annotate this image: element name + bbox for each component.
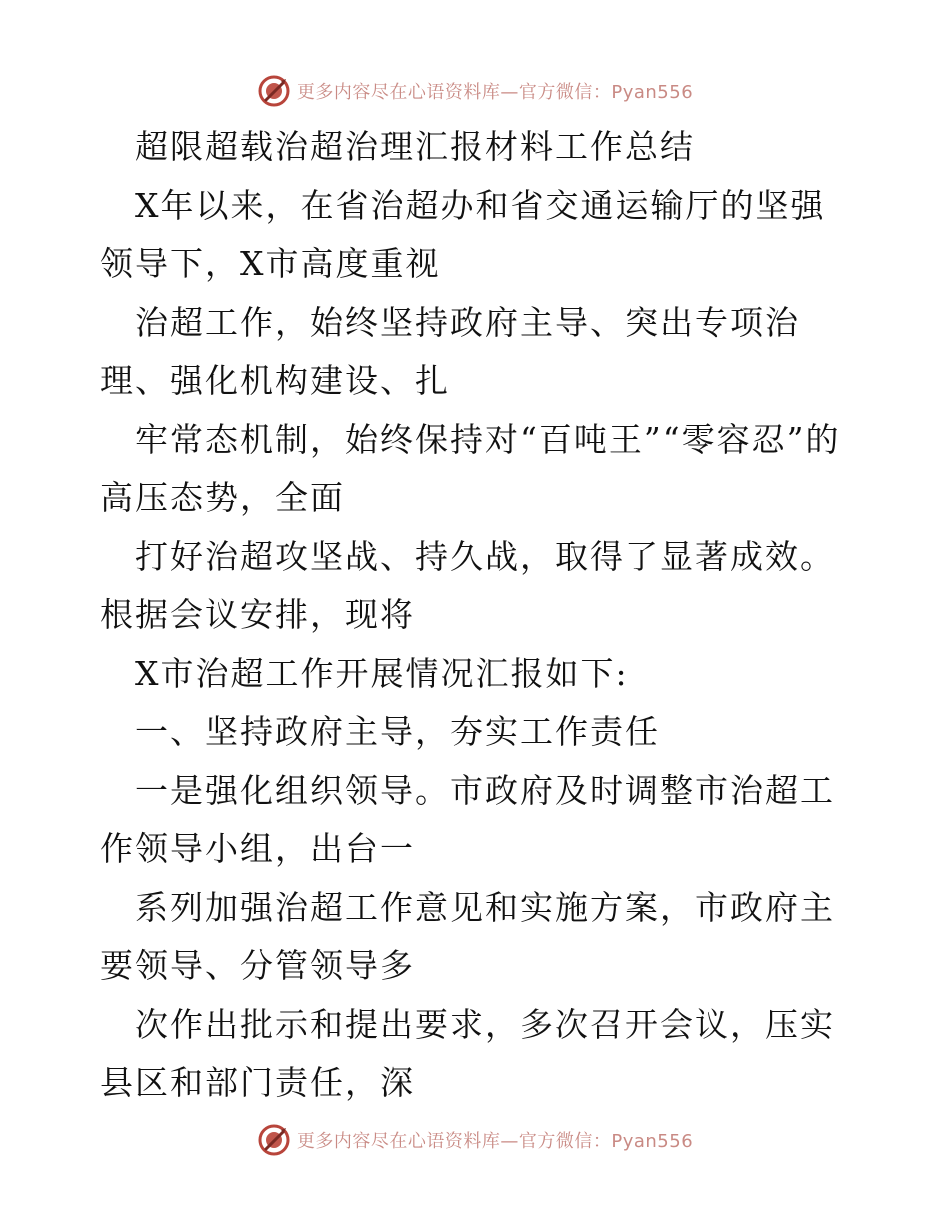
text-line: X市治超工作开展情况汇报如下:: [135, 653, 629, 693]
paragraph: [100, 177, 860, 294]
text-line: 超限超载治超治理汇报材料工作总结: [135, 127, 695, 166]
section-heading: [100, 703, 860, 762]
paragraph: [100, 411, 860, 528]
watermark-text: 更多内容尽在心语资料库—官方微信：Pyan556: [296, 1131, 694, 1152]
footer-watermark: [0, 1120, 950, 1160]
text-line: 治超工作，始终坚持政府主导、突出专项治理、: [100, 302, 800, 400]
text-line: 次作出批示和提出要求，多次召开会议，压实县: [100, 1004, 835, 1102]
text-line: 忍”的高压态势，全面: [100, 419, 841, 517]
text-line: 牢常态机制，始终保持对“百吨王”“零容: [135, 419, 752, 459]
paragraph: [100, 879, 860, 996]
text-line: 领导小组，出台一: [135, 829, 415, 868]
text-line: 一是强化组织领导。市政府及时调整市治超工作: [100, 770, 835, 868]
text-line: 区和部门责任，深: [135, 1063, 415, 1102]
header-watermark: [0, 71, 950, 111]
paragraph: [100, 645, 860, 704]
paragraph: [100, 996, 860, 1113]
text-line: 强化机构建设、扎: [170, 361, 450, 400]
text-line: 据会议安排，现将: [135, 595, 415, 634]
watermark-logo-icon: [257, 74, 291, 108]
paragraph: [100, 118, 860, 177]
watermark-logo-icon: [257, 1123, 291, 1157]
paragraph: [100, 294, 860, 411]
watermark-text: 更多内容尽在心语资料库—官方微信：Pyan556: [296, 82, 694, 103]
text-line: 打好治超攻坚战、持久战，取得了显著成效。根: [100, 536, 835, 634]
text-line: 一、坚持政府主导，夯实工作责任: [135, 712, 660, 751]
paragraph: [100, 762, 860, 879]
paragraph: [100, 528, 860, 645]
text-line: 导下，X市高度重视: [135, 244, 441, 283]
text-line: X年以来，在省治超办和省交通运输厅的坚强领: [100, 185, 826, 283]
text-line: 领导、分管领导多: [135, 946, 415, 985]
text-line: 系列加强治超工作意见和实施方案，市政府主要: [100, 887, 835, 985]
document-body: [100, 118, 860, 1113]
